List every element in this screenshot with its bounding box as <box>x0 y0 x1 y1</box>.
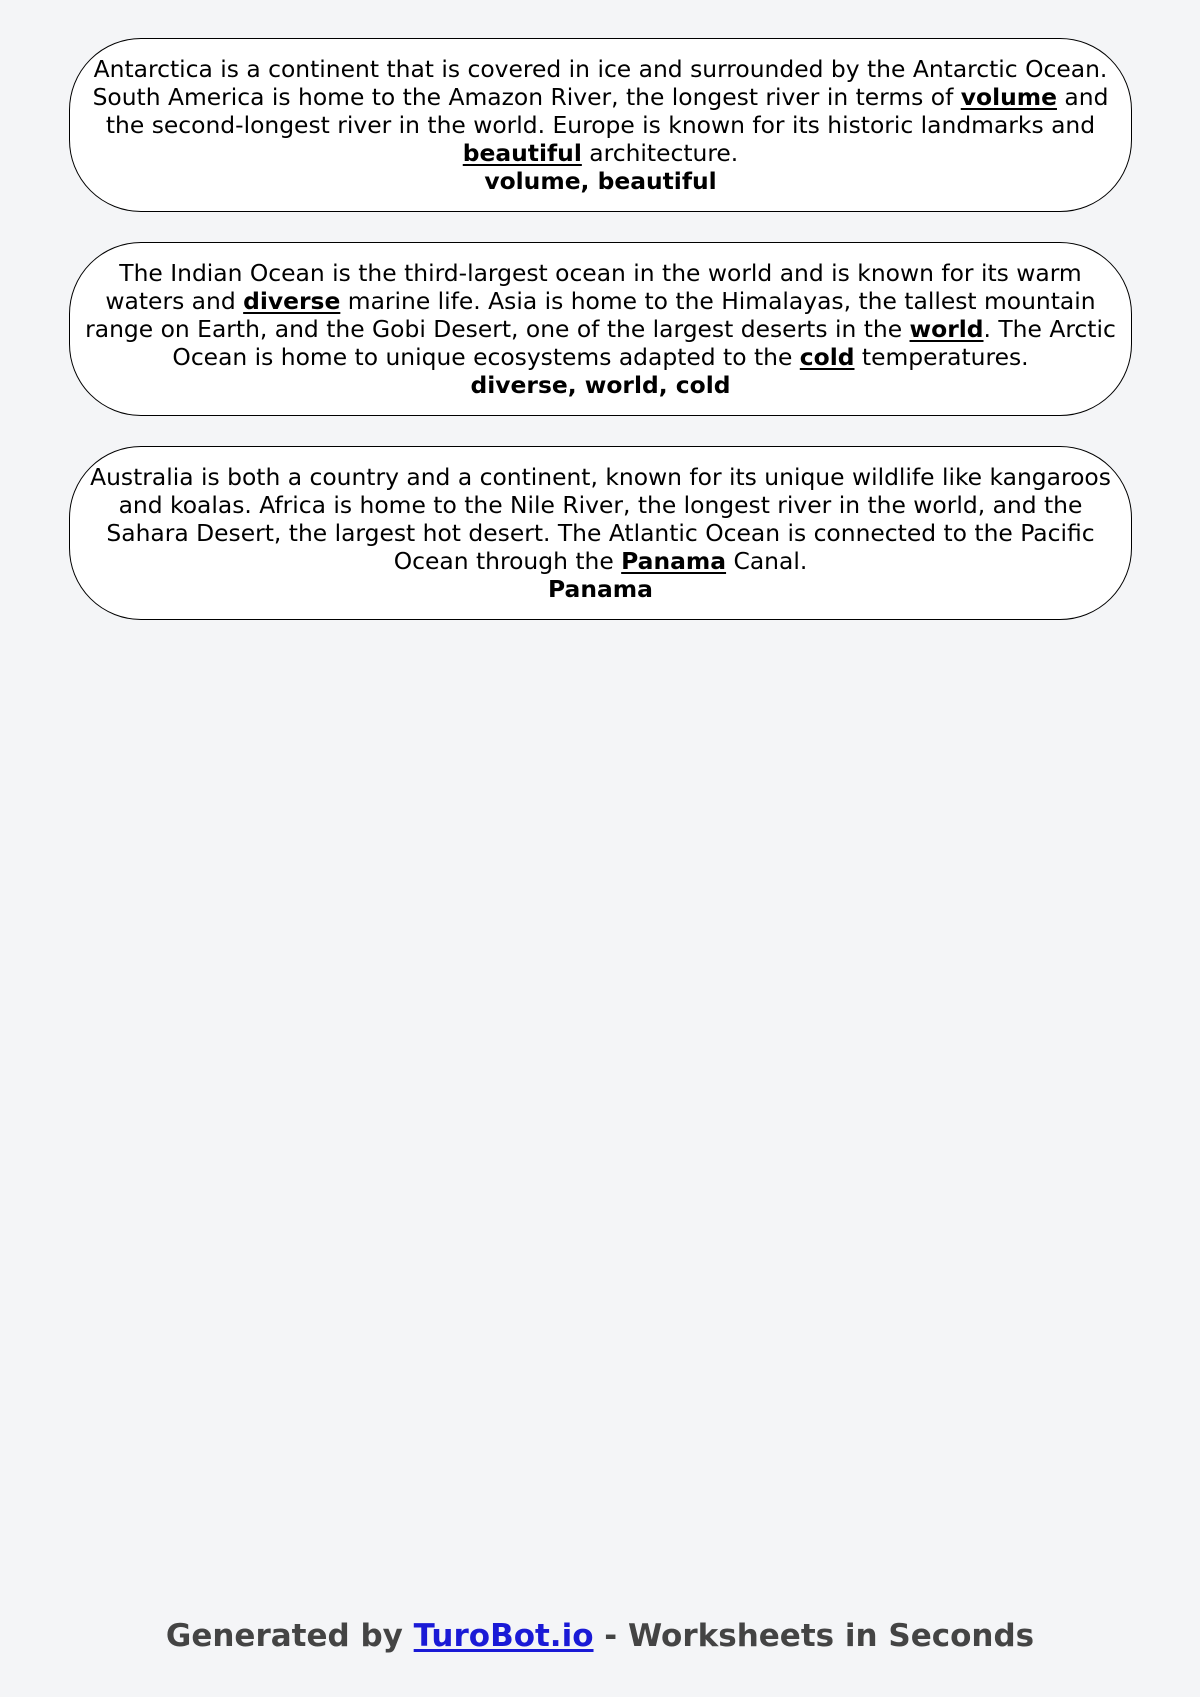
answer-text: Panama <box>548 575 653 603</box>
answer-text: diverse, world, cold <box>470 371 731 399</box>
passage-card-1 <box>69 38 1132 212</box>
turobot-link[interactable]: TuroBot.io <box>413 1618 594 1654</box>
keyword: volume <box>960 83 1057 111</box>
footer-prefix: Generated by <box>165 1618 414 1654</box>
passage-text: The Indian Ocean is the third-largest ocean in the world and is known for its warm waters and diverse marine life. Asia is home to the Himalayas, the tallest mountain range on Earth, and the Gobi Desert, one of the largest deserts in the world. The Arctic Ocean is home to unique ecosystems adapted to the cold temperatures. <box>85 259 1116 371</box>
worksheet-cards <box>69 38 1132 650</box>
footer <box>0 1618 1200 1654</box>
footer-suffix: - Worksheets in Seconds <box>593 1618 1035 1654</box>
passage-card-3 <box>69 446 1132 620</box>
keyword: diverse <box>243 287 341 315</box>
answer-text: volume, beautiful <box>484 167 717 195</box>
keyword: cold <box>799 343 855 371</box>
passage-text: Antarctica is a continent that is covered in ice and surrounded by the Antarctic Ocean. South America is home to the Amazon River, the longest river in terms of volume and the second-longest river in the world. Europe is known for its historic landmarks and beautiful architecture. <box>92 55 1109 167</box>
keyword: Panama <box>621 547 727 575</box>
keyword: world <box>909 315 984 343</box>
passage-text: Australia is both a country and a continent, known for its unique wildlife like kangaroos and koalas. Africa is home to the Nile River, the longest river in the world, and the Sahara Desert, the largest hot desert. The Atlantic Ocean is connected to the Pacific Ocean through the Panama Canal. <box>90 463 1111 575</box>
passage-card-2 <box>69 242 1132 416</box>
keyword: beautiful <box>462 139 582 167</box>
